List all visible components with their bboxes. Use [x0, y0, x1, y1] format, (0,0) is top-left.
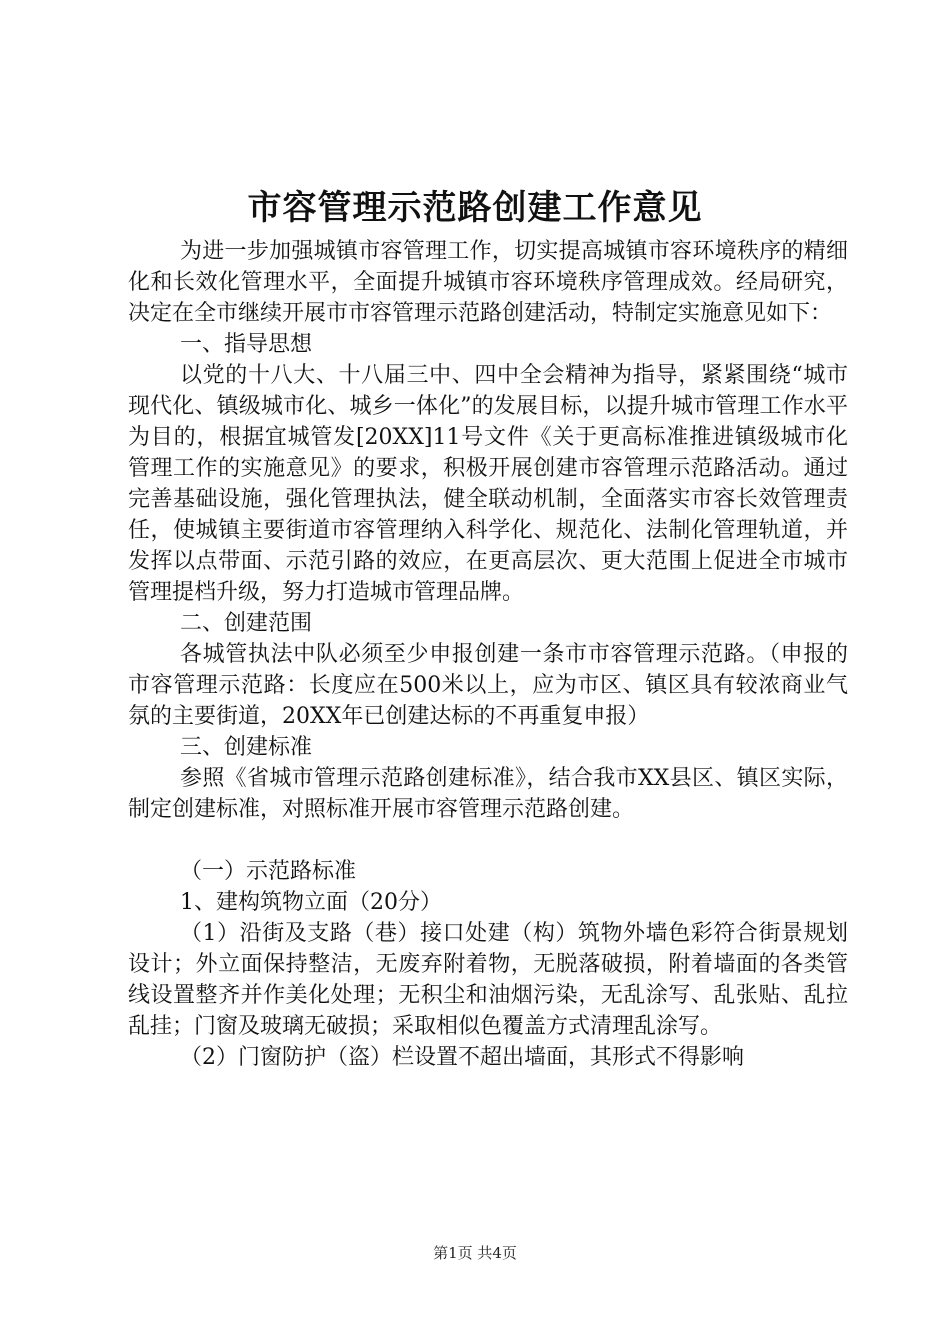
guiding-thought-paragraph: 以党的十八大、十八届三中、四中全会精神为指导，紧紧围绕“城市现代化、镇级城市化、城乡一体化”的发展目标，以提升城市管理工作水平为目的，根据宜城管发[20XX]11号文件《关于更高标准推进镇级城市化管理工作的实施意见》的要求，积极开展创建市容管理示范路活动。通过完善基础设施，强化管理执法，健全联动机制，全面落实市容长效管理责任，使城镇主要街道市容管理纳入科学化、规范化、法制化管理轨道，并发挥以点带面、示范引路的效应，在更高层次、更大范围上促进全市城市管理提档升级，努力打造城市管理品牌。 — [128, 363, 848, 605]
section-heading-guiding-thought: 一、指导思想 — [180, 332, 313, 357]
document-title: 市容管理示范路创建工作意见 — [247, 188, 703, 228]
section-heading-standard: 三、创建标准 — [180, 735, 313, 760]
facade-item-1: （1）沿街及支路（巷）接口处建（构）筑物外墙色彩符合街景规划设计；外立面保持整洁，无废弃附着物，无脱落破损，附着墙面的各类管线设置整齐并作美化处理；无积尘和油烟污染，无乱涂写、乱张贴、乱拉乱挂；门窗及玻璃无破损；采取相似色覆盖方式清理乱涂写。 — [128, 921, 848, 1039]
section-heading-scope: 二、创建范围 — [180, 611, 313, 636]
facade-item-2: （2）门窗防护（盗）栏设置不超出墙面，其形式不得影响 — [180, 1045, 744, 1070]
scope-paragraph: 各城管执法中队必须至少申报创建一条市市容管理示范路。（申报的市容管理示范路：长度应在500米以上，应为市区、镇区具有较浓商业气氛的主要街道，20XX年已创建达标的不再重复申报） — [128, 642, 848, 729]
document-body — [128, 236, 848, 1073]
intro-paragraph: 为进一步加强城镇市容管理工作，切实提高城镇市容环境秩序的精细化和长效化管理水平，全面提升城镇市容环境秩序管理成效。经局研究，决定在全市继续开展市市容管理示范路创建活动，特制定实施意见如下： — [128, 239, 848, 326]
item-heading-facade: 1、建构筑物立面（20分） — [180, 890, 442, 915]
subsection-heading-demo-road: （一）示范路标准 — [180, 859, 357, 884]
page-footer: 第1页 共4页 — [433, 1244, 517, 1262]
standard-paragraph: 参照《省城市管理示范路创建标准》，结合我市XX县区、镇区实际，制定创建标准，对照标准开展市容管理示范路创建。 — [128, 766, 848, 822]
paragraph-gap — [128, 825, 848, 856]
